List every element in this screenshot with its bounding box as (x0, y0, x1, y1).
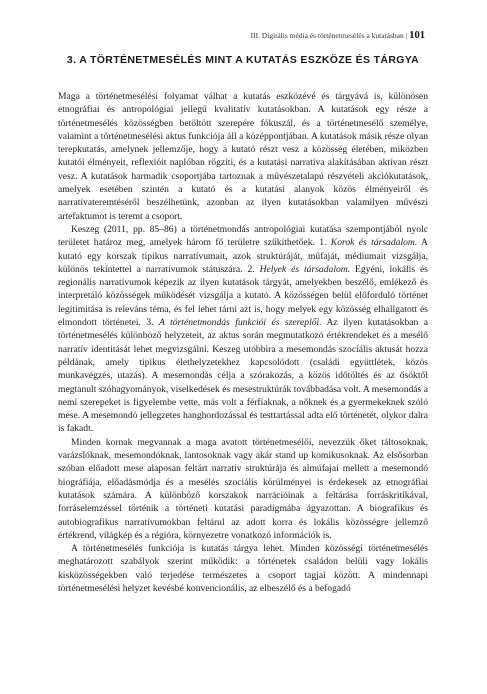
italic-term: A történetmondás funkciói és szereplői. (158, 317, 322, 329)
running-head (251, 30, 425, 41)
italic-term: Korok és társadalom. (330, 237, 418, 249)
body-text (58, 90, 428, 595)
paragraph-text: Egyéni, lokális és regionális narratívumok képezik az ilyen kutatások tárgyát, amelyekben beszélő, emlékező és interpretáló közösségek működését vizsgálja a kutató. A közösségen belül előforduló történet legitimitása is releváns téma, és fel lehet tárni azt is, hogy melyek egy közösség elhallgatott és elmondott történetei. 3. (58, 263, 428, 329)
page-number: 101 (409, 30, 425, 41)
paragraph (58, 90, 428, 223)
italic-term: Helyek és társadalom. (259, 263, 351, 275)
paragraph-text: Maga a történetmesélési folyamat válhat a kutatás eszközévé és tárgyává is, különösen etnográfiai és antropológiai jellegű kvalitatív kutatásokban. A kutatások egy része a történetmesélés közösségben betöltött szerepére fókuszál, és a történetmesélő személye, valamint a történetmesélési aktus funkciója áll a középpontjában. A kutatások másik része olyan terepkutatás, amelynek jellemzője, hogy a kutató részt vesz a közösség életében, miközben kutatói élményeit, reflexióit naplóban rögzíti, és a kutatási narratíva alakításában aktívan részt vesz. A kutatások harmadik csoportjába tartoznak a művészetalapú részvételi akciókutatások, amelyek esetében szintén a kutató és a kutatási alanyok közös élményeiről és narratívateremtéséről beszélhetünk, azonban az ilyen kutatásokban valamilyen művészi artefaktumot is teremt a csoport. (58, 91, 428, 222)
paragraph-text: A kutató egy korszak tipikus narratívumait, azok struktúráját, műfaját, médiumait vizsgálja, különös tekintettel a narratívumok státuszára. 2. (58, 237, 428, 275)
paragraph (58, 542, 428, 595)
paragraph-text: Az ilyen kutatásokban a történetmesélés különböző helyzeteit, az aktus során megmutatkozó értékrendeket és a mesélő narratív identitását lehet megvizsgálni. Keszeg utóbbira a mesemondás szociális aktusát hozza példának, amely tipikus élethelyzetekhez kapcsolódott (családi együttlétek, közös munkavégzés, utazás). A mesemondás célja a szórakozás, a közös időtöltés és az ősöktől megtanult szóhagyományok, viselkedések és mesestruktúrák továbbadása volt. A mesemondás a nemi szerepeket is figyelembe vette, más volt a férfiaknak, a nőknek és a gyermekeknek szóló mese. A mesemondó jellegzetes hanghordozással és testtartással adta elő történetét, olykor dalra is fakadt. (58, 317, 428, 435)
paragraph (58, 223, 428, 436)
chapter-title: 3. A TÖRTÉNETMESÉLÉS MINT A KUTATÁS ESZKÖZE ÉS TÁRGYA (66, 54, 420, 66)
paragraph-text: Minden kornak megvannak a maga avatott történetmesélői, nevezzük őket táltosoknak, varázslóknak, mesemondóknak, lantosoknak vagy akár stand up komikusoknak. Az elsősorban szóban előadott mese alaposan feltárt narratív struktúrája és almúfajai mellett a mesemondó biográfiája, előadásmódja és a mesélés szociális körülményei is érdekesek az etnográfiai kutatások számára. A különböző korszakok narrációinak a feltárása forráskritikával, forráselemzéssel történik a történeti kutatási paradigmába ágyazottan. A biografikus és autobiografikus narratívumokban feltárul az adott korra és lokális közösségre jellemző értékrend, világkép és a régióra, környezetre vonatkozó információk is. (58, 436, 428, 541)
header-separator: | (405, 31, 408, 40)
paragraph-text: A történetmesélés funkciója is kutatás tárgya lehet. Minden közösségi történetmesélés meghatározott szabályok szerint működik: a történetek családon belüli vagy lokális kisközösségekben való terjedése természetes a csoport tagjai között. A mindennapi történetmesélési helyzet kevésbé konvencionális, az elbeszélő és a befogadó (58, 543, 428, 594)
running-title: III. Digitális média és történetmesélés a kutatásban (250, 31, 404, 40)
paragraph-text: Keszeg (2011, pp. 85–86) a történetmondás antropológiai kutatása szempontjából nyolc területet határoz meg, amelyek három fő területre szűkíthetőek. 1. (58, 223, 428, 249)
paragraph (58, 436, 428, 542)
